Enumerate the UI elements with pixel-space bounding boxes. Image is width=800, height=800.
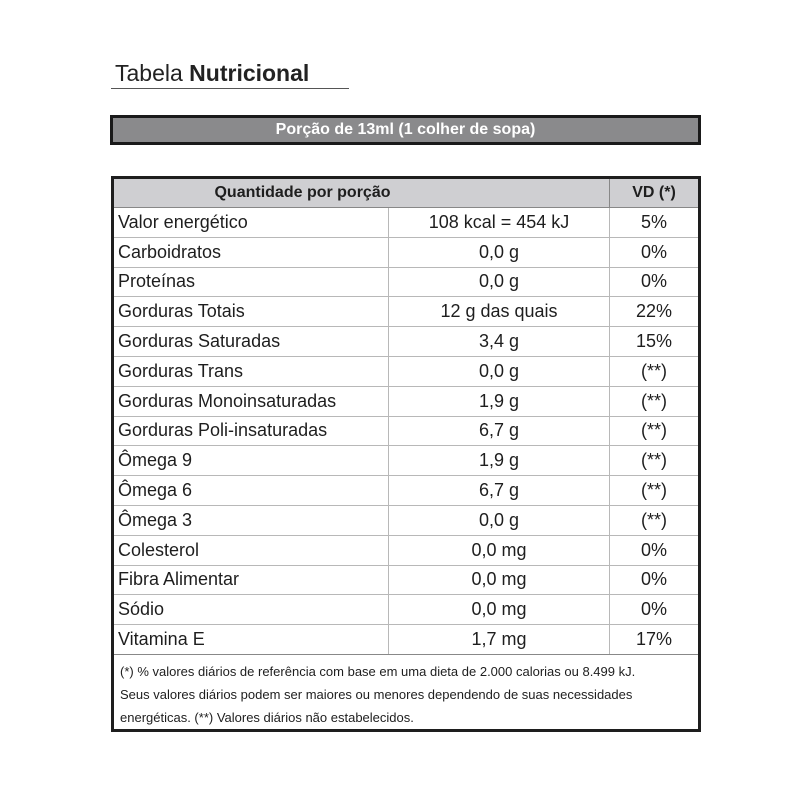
nutrient-vd: 0% [640, 599, 667, 620]
table-row [114, 297, 698, 327]
table-row [114, 208, 698, 238]
table-row [114, 506, 698, 536]
nutrient-amount: 0,0 mg [389, 536, 610, 565]
nutrient-vd: 0% [640, 569, 667, 590]
nutrient-amount: 1,9 g [389, 446, 610, 475]
header-quantity: Quantidade por porção [114, 179, 610, 207]
table-row [114, 238, 698, 268]
nutrient-name: Valor energético [114, 208, 389, 237]
nutrient-amount: 0,0 mg [389, 566, 610, 595]
nutrient-amount: 0,0 g [389, 268, 610, 297]
nutrient-name: Sódio [114, 595, 389, 624]
nutrient-amount: 1,7 mg [389, 625, 610, 654]
nutrient-vd: 0% [640, 539, 667, 560]
nutrient-name: Ômega 3 [114, 506, 389, 535]
table-row [114, 625, 698, 655]
table-row [114, 476, 698, 506]
nutrient-amount: 1,9 g [389, 387, 610, 416]
nutrient-vd: 22% [635, 301, 673, 322]
table-row [114, 446, 698, 476]
table-row [114, 417, 698, 447]
nutrient-amount: 6,7 g [389, 476, 610, 505]
table-row [114, 566, 698, 596]
nutrient-vd: (**) [641, 420, 667, 441]
nutrient-amount: 0,0 g [389, 506, 610, 535]
nutrient-name: Gorduras Saturadas [114, 327, 389, 356]
table-row [114, 357, 698, 387]
nutrient-name: Gorduras Trans [114, 357, 389, 386]
nutrient-vd: 15% [635, 331, 673, 352]
nutrient-name: Fibra Alimentar [114, 566, 389, 595]
table-row [114, 595, 698, 625]
table-footnote [114, 655, 698, 729]
nutrient-vd: (**) [641, 509, 667, 530]
header-vd: VD (*) [632, 184, 676, 201]
footnote-line: energéticas. (**) Valores diários não estabelecidos. [120, 709, 414, 725]
nutrient-amount: 3,4 g [389, 327, 610, 356]
table-row [114, 387, 698, 417]
title-bold-word: Nutricional [189, 60, 310, 86]
nutrient-vd: 5% [640, 211, 667, 232]
table-row [114, 268, 698, 298]
table-row [114, 536, 698, 566]
footnote-line: (*) % valores diários de referência com base em uma dieta de 2.000 calorias ou 8.499 kJ. [120, 663, 636, 679]
nutrient-name: Gorduras Monoinsaturadas [114, 387, 389, 416]
nutrient-vd: 17% [635, 629, 673, 650]
nutrient-vd: 0% [640, 271, 667, 292]
nutrient-vd: (**) [641, 480, 667, 501]
nutrient-amount: 0,0 g [389, 357, 610, 386]
nutrient-vd: 0% [640, 241, 667, 262]
table-header [114, 179, 698, 208]
nutrition-table [111, 176, 701, 732]
portion-banner [110, 115, 701, 145]
nutrient-name: Ômega 6 [114, 476, 389, 505]
nutrient-name: Carboidratos [114, 238, 389, 267]
nutrient-amount: 0,0 mg [389, 595, 610, 624]
title-light-word: Tabela [115, 60, 183, 86]
nutrient-name: Ômega 9 [114, 446, 389, 475]
nutrient-name: Gorduras Totais [114, 297, 389, 326]
table-row [114, 327, 698, 357]
nutrient-name: Gorduras Poli-insaturadas [114, 417, 389, 446]
portion-text: Porção de 13ml (1 colher de sopa) [275, 121, 536, 138]
title-underline [111, 88, 349, 89]
nutrient-amount: 0,0 g [389, 238, 610, 267]
nutrient-name: Proteínas [114, 268, 389, 297]
nutrient-vd: (**) [641, 360, 667, 381]
nutrient-vd: (**) [641, 450, 667, 471]
nutrient-name: Vitamina E [114, 625, 389, 654]
nutrient-vd: (**) [641, 390, 667, 411]
nutrient-name: Colesterol [114, 536, 389, 565]
footnote-line: Seus valores diários podem ser maiores ou menores dependendo de suas necessidades [120, 686, 633, 702]
table-body [114, 208, 698, 655]
nutrient-amount: 6,7 g [389, 417, 610, 446]
page-title [115, 58, 309, 88]
nutrient-amount: 12 g das quais [389, 297, 610, 326]
nutrient-amount: 108 kcal = 454 kJ [389, 208, 610, 237]
